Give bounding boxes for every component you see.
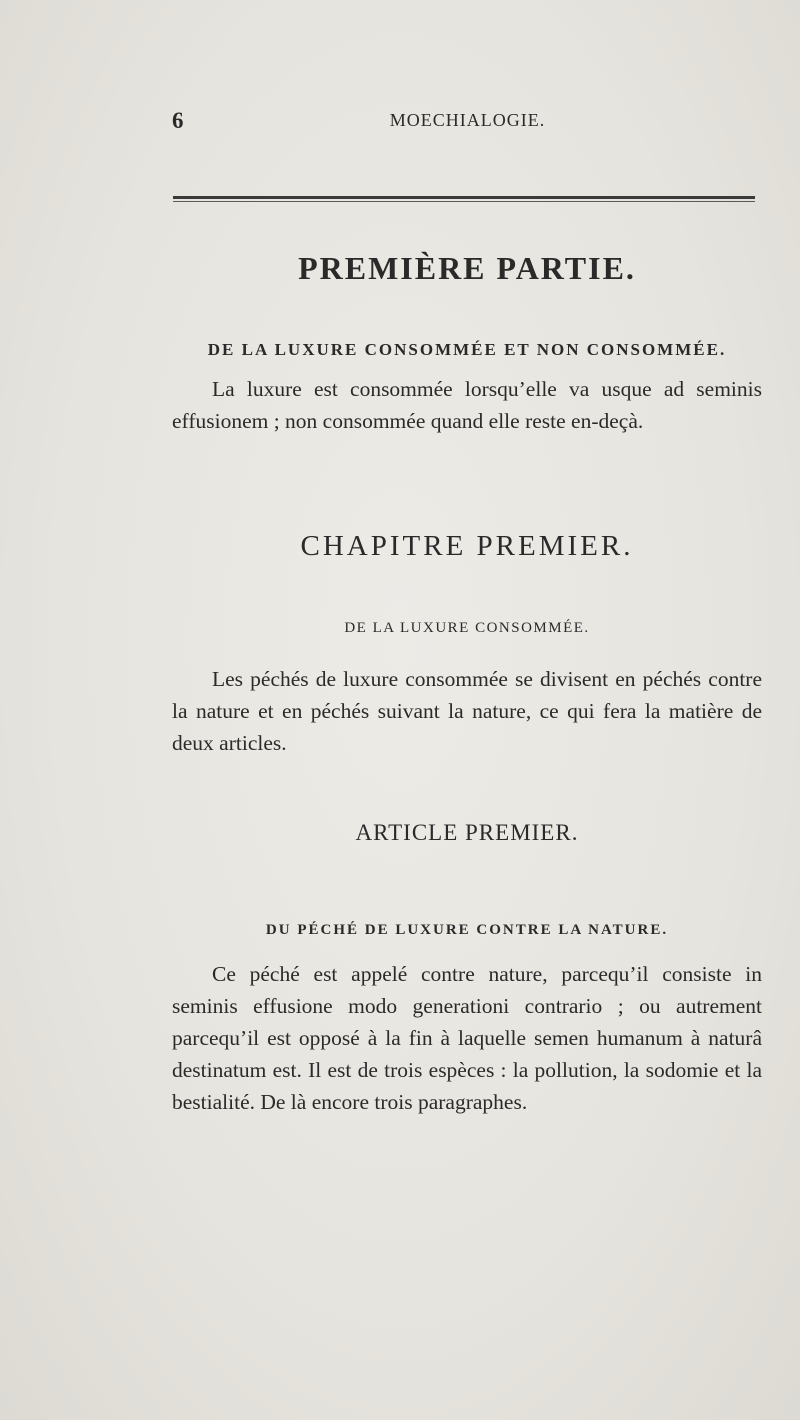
article-body-paragraph: Ce péché est appelé contre nature, parcequ’il consiste in seminis effusione modo generationi contrario ; ou autrement parcequ’il est opposé à la fin à laquelle semen humanum à naturâ destinatum est. Il est de trois espèces : la pollution, la sodomie et la bestialité. De là encore trois paragraphes. — [172, 962, 762, 1114]
chapter-subtitle: DE LA LUXURE CONSOMMÉE. — [344, 620, 590, 636]
header-rule-thin — [173, 201, 755, 202]
part-intro-paragraph: La luxure est consommée lorsqu’elle va usque ad seminis effusionem ; non consommée quand elle reste en-deçà. — [172, 377, 762, 433]
page-number: 6 — [172, 108, 184, 133]
header-rule — [173, 196, 755, 199]
part-subtitle: DE LA LUXURE CONSOMMÉE ET NON CONSOMMÉE. — [207, 340, 727, 359]
article-title: ARTICLE PREMIER. — [355, 820, 579, 845]
chapter-title: CHAPITRE PREMIER. — [300, 530, 634, 562]
chapter-intro-paragraph: Les péchés de luxure consommée se divisent en péchés contre la nature et en péchés suivant la nature, ce qui fera la matière de deux articles. — [172, 667, 762, 755]
running-title: MOECHIALOGIE. — [389, 110, 546, 130]
article-subtitle: DU PÉCHÉ DE LUXURE CONTRE LA NATURE. — [265, 922, 669, 938]
part-title: PREMIÈRE PARTIE. — [298, 250, 636, 286]
